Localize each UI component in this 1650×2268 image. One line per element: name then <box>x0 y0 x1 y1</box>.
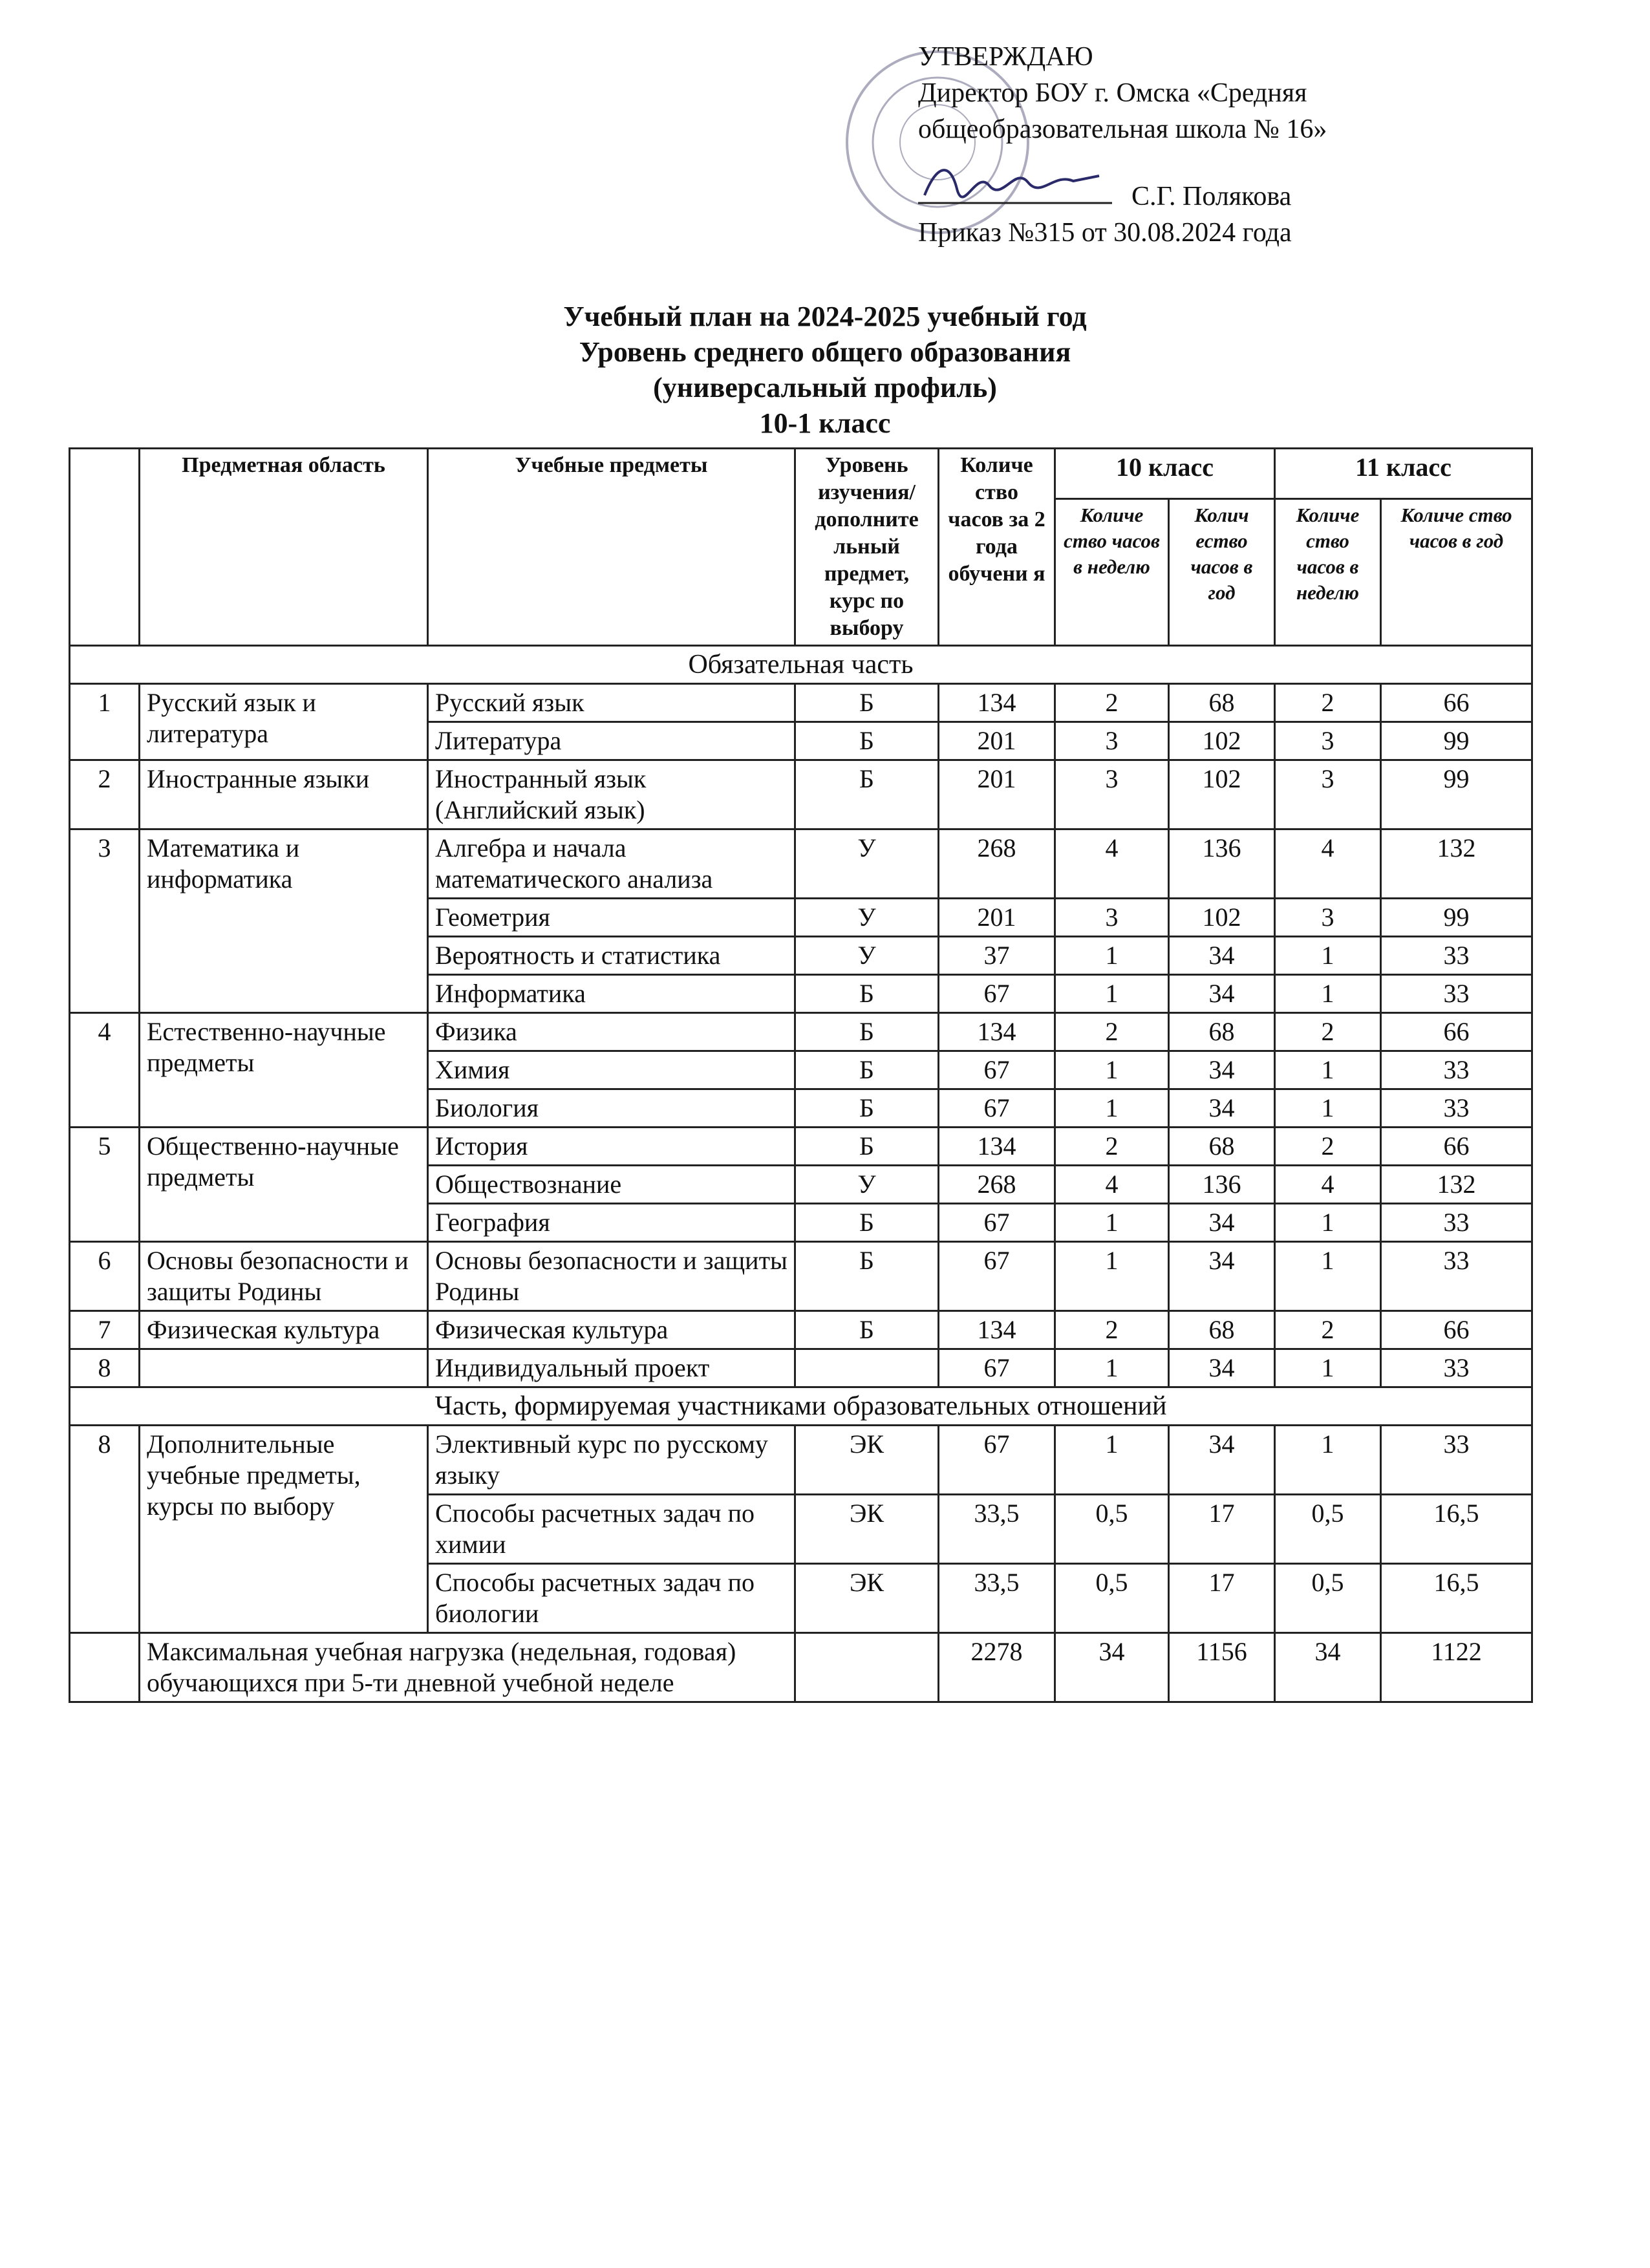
hours-week-10: 1 <box>1055 1349 1169 1387</box>
row-number: 7 <box>70 1311 140 1349</box>
hours-week-10: 3 <box>1055 722 1169 760</box>
section-optional: Часть, формируемая участниками образовательных отношений <box>70 1387 1532 1426</box>
hours-week-10: 1 <box>1055 1426 1169 1495</box>
hours-week-11: 4 <box>1275 829 1381 899</box>
subject-area: Иностранные языки <box>140 760 428 829</box>
total-week-10: 34 <box>1055 1633 1169 1702</box>
hours-year-10: 34 <box>1169 1089 1275 1128</box>
table-row <box>70 1426 1532 1495</box>
subject-name: Элективный курс по русскому языку <box>428 1426 795 1495</box>
table-row <box>70 1128 1532 1166</box>
subject-level: У <box>795 899 939 937</box>
hours-week-11: 3 <box>1275 722 1381 760</box>
subject-level: ЭК <box>795 1564 939 1633</box>
subject-level: У <box>795 937 939 975</box>
hours-total: 67 <box>939 1089 1055 1128</box>
subject-area: Физическая культура <box>140 1311 428 1349</box>
subject-level: Б <box>795 1013 939 1051</box>
subject-name: История <box>428 1128 795 1166</box>
hours-week-10: 1 <box>1055 1089 1169 1128</box>
hours-year-11: 16,5 <box>1381 1495 1532 1564</box>
hours-year-10: 136 <box>1169 1166 1275 1204</box>
signature <box>918 169 1112 215</box>
hours-week-10: 1 <box>1055 975 1169 1013</box>
total-level-empty <box>795 1633 939 1702</box>
header-per-week-10: Количе ство часов в неделю <box>1055 499 1169 646</box>
subject-area: Русский язык и литература <box>140 684 428 760</box>
hours-total: 67 <box>939 1204 1055 1242</box>
hours-year-10: 68 <box>1169 1013 1275 1051</box>
table-row <box>70 1311 1532 1349</box>
hours-total: 201 <box>939 722 1055 760</box>
hours-total: 134 <box>939 684 1055 722</box>
hours-week-11: 1 <box>1275 1426 1381 1495</box>
header-row <box>70 449 1532 499</box>
header-subjects: Учебные предметы <box>428 449 795 646</box>
row-number: 6 <box>70 1242 140 1311</box>
hours-week-11: 2 <box>1275 1311 1381 1349</box>
title-line4: 10-1 класс <box>759 407 891 439</box>
subject-area: Основы безопасности и защиты Родины <box>140 1242 428 1311</box>
subject-name: Геометрия <box>428 899 795 937</box>
subject-level: Б <box>795 1311 939 1349</box>
hours-week-10: 4 <box>1055 829 1169 899</box>
hours-year-11: 66 <box>1381 1013 1532 1051</box>
subject-level: Б <box>795 1242 939 1311</box>
hours-total: 134 <box>939 1311 1055 1349</box>
subject-level: У <box>795 829 939 899</box>
subject-level: Б <box>795 1051 939 1089</box>
subject-area: Общественно-научные предметы <box>140 1128 428 1242</box>
hours-week-11: 0,5 <box>1275 1564 1381 1633</box>
hours-week-10: 1 <box>1055 937 1169 975</box>
hours-week-11: 1 <box>1275 1204 1381 1242</box>
document-title <box>0 299 1650 441</box>
subject-name: Обществознание <box>428 1166 795 1204</box>
hours-total: 201 <box>939 899 1055 937</box>
hours-total: 33,5 <box>939 1564 1055 1633</box>
hours-total: 37 <box>939 937 1055 975</box>
subject-area: Дополнительные учебные предметы, курсы по выбору <box>140 1426 428 1633</box>
signer-name: С.Г. Полякова <box>1131 182 1292 211</box>
subject-name: Способы расчетных задач по биологии <box>428 1564 795 1633</box>
hours-year-10: 17 <box>1169 1495 1275 1564</box>
subject-level: Б <box>795 975 939 1013</box>
hours-year-10: 34 <box>1169 1051 1275 1089</box>
header-num <box>70 449 140 646</box>
subject-name: Способы расчетных задач по химии <box>428 1495 795 1564</box>
subject-name: Информатика <box>428 975 795 1013</box>
hours-year-11: 99 <box>1381 722 1532 760</box>
subject-name: Основы безопасности и защиты Родины <box>428 1242 795 1311</box>
subject-level: У <box>795 1166 939 1204</box>
hours-total: 67 <box>939 1349 1055 1387</box>
table-row <box>70 684 1532 722</box>
subject-level: Б <box>795 1089 939 1128</box>
hours-week-10: 2 <box>1055 1013 1169 1051</box>
subject-name: Индивидуальный проект <box>428 1349 795 1387</box>
hours-year-11: 66 <box>1381 1311 1532 1349</box>
hours-total: 134 <box>939 1013 1055 1051</box>
hours-total: 268 <box>939 1166 1055 1204</box>
hours-week-11: 1 <box>1275 975 1381 1013</box>
hours-year-10: 102 <box>1169 722 1275 760</box>
hours-year-11: 33 <box>1381 1426 1532 1495</box>
subject-level: ЭК <box>795 1495 939 1564</box>
header-grade11: 11 класс <box>1275 449 1532 499</box>
row-number: 5 <box>70 1128 140 1242</box>
hours-year-11: 16,5 <box>1381 1564 1532 1633</box>
hours-year-10: 34 <box>1169 1204 1275 1242</box>
hours-total: 67 <box>939 1242 1055 1311</box>
row-number: 1 <box>70 684 140 760</box>
header-per-year-11: Количе ство часов в год <box>1381 499 1532 646</box>
curriculum-table <box>69 447 1533 1703</box>
subject-name: Вероятность и статистика <box>428 937 795 975</box>
subject-name: Русский язык <box>428 684 795 722</box>
table-row <box>70 829 1532 899</box>
section-mandatory: Обязательная часть <box>70 646 1532 684</box>
hours-year-11: 33 <box>1381 1051 1532 1089</box>
hours-year-10: 68 <box>1169 684 1275 722</box>
table-row <box>70 1013 1532 1051</box>
title-line1: Учебный план на 2024-2025 учебный год <box>563 301 1087 332</box>
hours-total: 268 <box>939 829 1055 899</box>
hours-year-11: 33 <box>1381 1204 1532 1242</box>
hours-total: 134 <box>939 1128 1055 1166</box>
total-year-11: 1122 <box>1381 1633 1532 1702</box>
hours-week-11: 1 <box>1275 1089 1381 1128</box>
header-total-hours: Количе ство часов за 2 года обучени я <box>939 449 1055 646</box>
section-row <box>70 1387 1532 1426</box>
total-row <box>70 1633 1532 1702</box>
total-label: Максимальная учебная нагрузка (недельная, годовая) обучающихся при 5-ти дневной учебной неделе <box>140 1633 795 1702</box>
subject-area: Естественно-научные предметы <box>140 1013 428 1128</box>
section-row <box>70 646 1532 684</box>
subject-area <box>140 1349 428 1387</box>
hours-total: 67 <box>939 1051 1055 1089</box>
hours-week-11: 3 <box>1275 899 1381 937</box>
hours-week-10: 1 <box>1055 1051 1169 1089</box>
hours-year-10: 68 <box>1169 1128 1275 1166</box>
hours-week-10: 0,5 <box>1055 1495 1169 1564</box>
hours-week-11: 4 <box>1275 1166 1381 1204</box>
header-grade10: 10 класс <box>1055 449 1275 499</box>
hours-week-11: 1 <box>1275 937 1381 975</box>
header-level: Уровень изучения/ дополните льный предмет, курс по выбору <box>795 449 939 646</box>
hours-year-10: 68 <box>1169 1311 1275 1349</box>
hours-total: 67 <box>939 975 1055 1013</box>
hours-year-10: 34 <box>1169 975 1275 1013</box>
approval-heading: УТВЕРЖДАЮ <box>918 42 1093 72</box>
subject-name: География <box>428 1204 795 1242</box>
hours-week-11: 1 <box>1275 1051 1381 1089</box>
row-number: 8 <box>70 1426 140 1633</box>
hours-year-10: 102 <box>1169 899 1275 937</box>
table-row <box>70 1242 1532 1311</box>
hours-week-11: 2 <box>1275 1128 1381 1166</box>
hours-week-11: 2 <box>1275 684 1381 722</box>
hours-week-11: 3 <box>1275 760 1381 829</box>
hours-week-11: 0,5 <box>1275 1495 1381 1564</box>
hours-year-11: 33 <box>1381 1242 1532 1311</box>
hours-year-11: 132 <box>1381 829 1532 899</box>
subject-name: Иностранный язык (Английский язык) <box>428 760 795 829</box>
hours-week-10: 0,5 <box>1055 1564 1169 1633</box>
subject-name: Алгебра и начала математического анализа <box>428 829 795 899</box>
hours-year-11: 66 <box>1381 684 1532 722</box>
row-number: 4 <box>70 1013 140 1128</box>
title-line3: (универсальный профиль) <box>653 372 997 403</box>
total-year-10: 1156 <box>1169 1633 1275 1702</box>
hours-year-11: 99 <box>1381 899 1532 937</box>
subject-level: Б <box>795 722 939 760</box>
hours-year-10: 34 <box>1169 1242 1275 1311</box>
header-per-year-10: Колич ество часов в год <box>1169 499 1275 646</box>
hours-year-10: 34 <box>1169 1426 1275 1495</box>
hours-week-11: 1 <box>1275 1349 1381 1387</box>
approval-director-line2: общеобразовательная школа № 16» <box>918 114 1327 144</box>
hours-total: 33,5 <box>939 1495 1055 1564</box>
hours-week-10: 1 <box>1055 1204 1169 1242</box>
subject-level: Б <box>795 1204 939 1242</box>
subject-level: ЭК <box>795 1426 939 1495</box>
subject-level <box>795 1349 939 1387</box>
total-week-11: 34 <box>1275 1633 1381 1702</box>
hours-week-11: 2 <box>1275 1013 1381 1051</box>
hours-year-10: 34 <box>1169 937 1275 975</box>
hours-year-11: 132 <box>1381 1166 1532 1204</box>
hours-year-10: 34 <box>1169 1349 1275 1387</box>
row-number: 3 <box>70 829 140 1013</box>
approval-block <box>918 39 1500 251</box>
table-row <box>70 1349 1532 1387</box>
hours-total: 67 <box>939 1426 1055 1495</box>
row-number: 8 <box>70 1349 140 1387</box>
hours-year-10: 102 <box>1169 760 1275 829</box>
hours-week-10: 2 <box>1055 1311 1169 1349</box>
order-line: Приказ №315 от 30.08.2024 года <box>918 218 1292 248</box>
hours-week-10: 3 <box>1055 760 1169 829</box>
hours-week-10: 2 <box>1055 684 1169 722</box>
row-number: 2 <box>70 760 140 829</box>
hours-year-11: 99 <box>1381 760 1532 829</box>
subject-name: Литература <box>428 722 795 760</box>
total-hours: 2278 <box>939 1633 1055 1702</box>
title-line2: Уровень среднего общего образования <box>579 336 1071 368</box>
total-empty-cell <box>70 1633 140 1702</box>
hours-week-10: 4 <box>1055 1166 1169 1204</box>
table-row <box>70 760 1532 829</box>
hours-year-11: 66 <box>1381 1128 1532 1166</box>
subject-level: Б <box>795 1128 939 1166</box>
subject-name: Химия <box>428 1051 795 1089</box>
hours-week-10: 1 <box>1055 1242 1169 1311</box>
hours-year-11: 33 <box>1381 975 1532 1013</box>
hours-week-10: 2 <box>1055 1128 1169 1166</box>
hours-year-11: 33 <box>1381 937 1532 975</box>
header-per-week-11: Количе ство часов в неделю <box>1275 499 1381 646</box>
hours-year-11: 33 <box>1381 1089 1532 1128</box>
header-area: Предметная область <box>140 449 428 646</box>
subject-level: Б <box>795 760 939 829</box>
hours-total: 201 <box>939 760 1055 829</box>
hours-year-10: 136 <box>1169 829 1275 899</box>
hours-year-10: 17 <box>1169 1564 1275 1633</box>
subject-name: Физика <box>428 1013 795 1051</box>
approval-director-line1: Директор БОУ г. Омска «Средняя <box>918 78 1307 108</box>
subject-area: Математика и информатика <box>140 829 428 1013</box>
subject-level: Б <box>795 684 939 722</box>
hours-week-10: 3 <box>1055 899 1169 937</box>
subject-name: Биология <box>428 1089 795 1128</box>
hours-week-11: 1 <box>1275 1242 1381 1311</box>
hours-year-11: 33 <box>1381 1349 1532 1387</box>
subject-name: Физическая культура <box>428 1311 795 1349</box>
